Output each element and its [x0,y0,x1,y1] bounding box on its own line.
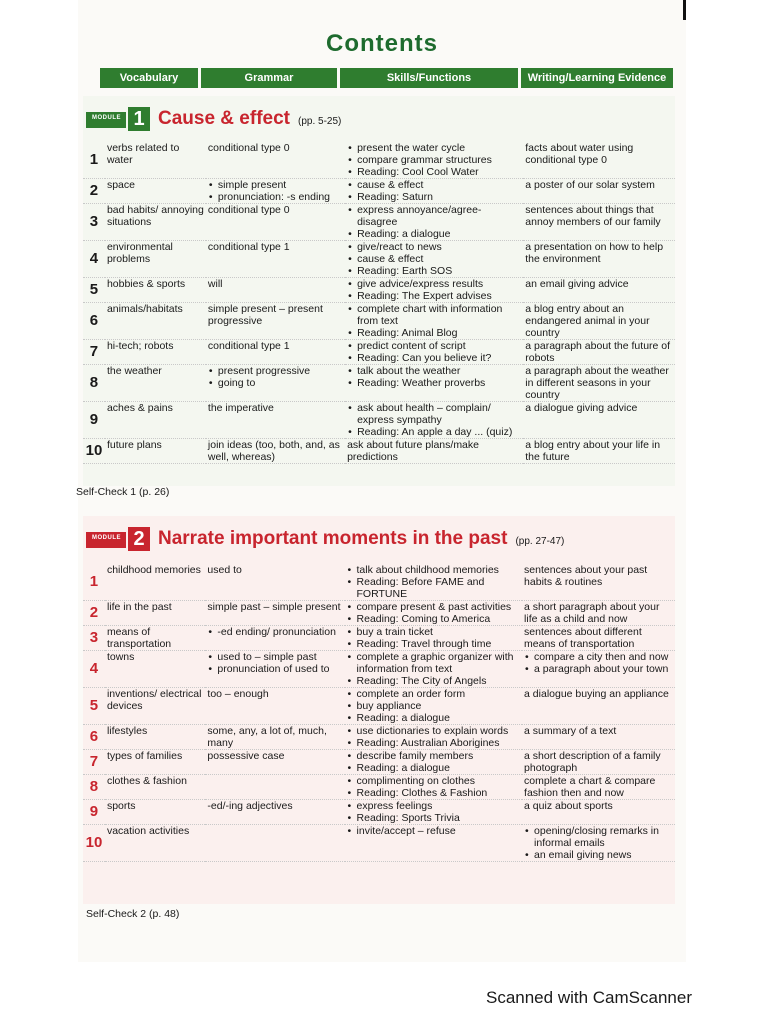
skills-cell [345,775,523,800]
skills-item: • give/react to news [357,241,521,253]
writing-text: a dialogue giving advice [525,402,638,414]
vocabulary-cell: vacation activities [105,825,205,862]
skills-item: • express feelings [357,800,521,812]
grammar-item: • used to – simple past [217,651,342,663]
skills-cell [345,204,523,241]
table-row [83,825,675,862]
grammar-text: simple present – present progressive [207,303,323,327]
skills-item: • cause & effect [357,253,521,265]
grammar-text: conditional type 0 [207,204,290,216]
skills-cell [345,688,523,725]
table-row [83,688,675,725]
writing-text: sentences about different means of transportation [524,626,642,650]
table-row [83,626,675,651]
page-edge-mark [683,0,686,20]
module-2-title: Narrate important moments in the past [158,528,508,549]
grammar-text: simple past – simple present [207,601,341,613]
skills-list [347,303,521,339]
table-row [83,402,675,439]
writing-cell [523,278,675,303]
grammar-cell [206,278,345,303]
skills-list [347,340,521,364]
vocabulary-cell: verbs related to water [105,142,206,179]
skills-item: • buy appliance [357,700,521,712]
table-row [83,142,675,179]
skills-item: • Reading: a dialogue [357,228,521,240]
grammar-cell [206,402,345,439]
skills-cell [345,303,523,340]
vocabulary-cell: hi-tech; robots [105,340,206,365]
writing-cell [523,439,675,464]
writing-text: a blog entry about an endangered animal in your country [525,303,650,339]
skills-item: • complimenting on clothes [357,775,521,787]
column-header-bar [100,68,673,88]
row-number: 7 [83,750,105,775]
writing-text: a presentation on how to help the environment [525,241,664,265]
skills-cell [345,439,523,464]
table-row [83,800,675,825]
grammar-cell [205,775,344,800]
module-1-section [83,96,675,486]
skills-item: • Reading: Weather proverbs [357,377,521,389]
grammar-item: • -ed ending/ pronunciation [217,626,342,638]
skills-item: • ask about health – complain/ express sympathy [357,402,521,426]
skills-item: • Reading: a dialogue [357,762,521,774]
writing-text: a paragraph about the future of robots [525,340,671,364]
writing-item: • a paragraph about your town [534,663,673,675]
vocabulary-cell: sports [105,800,205,825]
writing-cell [522,564,675,601]
skills-item: • Reading: Travel through time [357,638,521,650]
grammar-text: conditional type 0 [207,142,290,154]
writing-cell [522,800,675,825]
skills-item: • cause & effect [357,179,521,191]
skills-item: • talk about childhood memories [357,564,521,576]
scanner-watermark: Scanned with CamScanner [485,988,692,1007]
row-number: 4 [83,651,105,688]
row-number: 2 [83,179,105,204]
writing-cell [523,204,675,241]
table-row [83,439,675,464]
writing-text: a dialogue buying an appliance [524,688,669,700]
writing-text: complete a chart & compare fashion then and now [524,775,656,799]
self-check-2: Self-Check 2 (p. 48) [86,908,180,920]
skills-cell [345,725,523,750]
skills-cell [345,241,523,278]
skills-item: • describe family members [357,750,521,762]
table-row [83,651,675,688]
skills-item: • compare present & past activities [357,601,521,613]
grammar-item: • going to [218,377,343,389]
vocabulary-cell: childhood memories [105,564,205,601]
skills-text: ask about future plans/make predictions [347,439,479,463]
writing-cell [523,365,675,402]
col-header-writing: Writing/Learning Evidence [521,68,673,88]
grammar-cell [206,142,345,179]
writing-text: a short description of a family photograph [524,750,661,774]
row-number: 8 [83,365,105,402]
skills-item: • Reading: Before FAME and FORTUNE [357,576,521,600]
skills-item: • complete an order form [357,688,521,700]
skills-cell [345,601,523,626]
writing-cell [523,179,675,204]
skills-item: • Reading: Clothes & Fashion [357,787,521,799]
writing-cell [522,651,675,688]
skills-list [347,204,521,240]
grammar-cell [206,340,345,365]
skills-cell [345,402,523,439]
skills-list [347,800,521,824]
writing-cell [523,402,675,439]
skills-cell [345,626,523,651]
vocabulary-cell: lifestyles [105,725,205,750]
module-2-section [83,516,675,904]
table-row [83,179,675,204]
vocabulary-cell: animals/habitats [105,303,206,340]
skills-list [347,725,521,749]
grammar-cell [205,626,344,651]
writing-text: sentences about things that annoy members of our family [525,204,661,228]
skills-cell [345,564,523,601]
table-row [83,303,675,340]
skills-item: • talk about the weather [357,365,521,377]
writing-cell [522,601,675,626]
grammar-cell [206,303,345,340]
skills-list [347,365,521,389]
grammar-cell [206,179,345,204]
vocabulary-cell: inventions/ electrical devices [105,688,205,725]
row-number: 6 [83,725,105,750]
module-2-pages: (pp. 27-47) [515,535,565,547]
writing-cell [522,688,675,725]
row-number: 9 [83,402,105,439]
skills-list [347,564,521,600]
vocabulary-cell: clothes & fashion [105,775,205,800]
skills-cell [345,142,523,179]
skills-list [347,626,521,650]
row-number: 10 [83,825,105,862]
vocabulary-cell: types of families [105,750,205,775]
module-2-header [83,524,564,554]
vocabulary-cell: future plans [105,439,206,464]
skills-item: • express annoyance/agree-disagree [357,204,521,228]
skills-cell [345,750,523,775]
skills-cell [345,825,523,862]
skills-item: • Reading: Coming to America [357,613,521,625]
writing-item: • opening/closing remarks in informal emails [534,825,673,849]
skills-item: • Reading: Australian Aborigines [357,737,521,749]
skills-cell [345,800,523,825]
skills-item: • present the water cycle [357,142,521,154]
module-2-badge: MODULE 2 [86,526,152,552]
grammar-cell [205,601,344,626]
writing-text: a poster of our solar system [525,179,655,191]
skills-cell [345,365,523,402]
module-1-title: Cause & effect [158,108,290,129]
grammar-text: some, any, a lot of, much, many [207,725,327,749]
table-row [83,601,675,626]
row-number: 8 [83,775,105,800]
grammar-text: the imperative [207,402,274,414]
skills-item: • Reading: The City of Angels [357,675,521,687]
skills-item: • use dictionaries to explain words [357,725,521,737]
writing-cell [522,750,675,775]
module-1-header [83,104,341,134]
grammar-item: • simple present [218,179,343,191]
writing-text: facts about water using conditional type 0 [525,142,634,166]
grammar-cell [205,725,344,750]
vocabulary-cell: aches & pains [105,402,206,439]
col-header-skills: Skills/Functions [340,68,518,88]
row-number: 7 [83,340,105,365]
skills-list [347,825,521,837]
skills-list [347,278,521,302]
grammar-cell [206,439,345,464]
row-number: 2 [83,601,105,626]
skills-list [347,142,521,178]
writing-cell [523,303,675,340]
table-row [83,564,675,601]
row-number: 1 [83,564,105,601]
grammar-item: • pronunciation of used to [217,663,342,675]
grammar-list [207,651,342,675]
skills-item: • Reading: Saturn [357,191,521,203]
skills-list [347,402,521,438]
grammar-item: • present progressive [218,365,343,377]
module-1-table [83,142,675,464]
vocabulary-cell: bad habits/ annoying situations [105,204,206,241]
writing-cell [523,142,675,179]
vocabulary-cell: the weather [105,365,206,402]
self-check-1: Self-Check 1 (p. 26) [76,486,170,498]
skills-list [347,775,521,799]
skills-item: • Reading: Cool Cool Water [357,166,521,178]
skills-cell [345,278,523,303]
grammar-text: -ed/-ing adjectives [207,800,293,812]
grammar-cell [206,241,345,278]
writing-item: • an email giving news [534,849,673,861]
vocabulary-cell: towns [105,651,205,688]
skills-list [347,688,521,724]
writing-cell [522,825,675,862]
writing-cell [522,725,675,750]
skills-item: • compare grammar structures [357,154,521,166]
writing-cell [523,340,675,365]
writing-text: a quiz about sports [524,800,613,812]
grammar-text: conditional type 1 [207,340,290,352]
grammar-cell [205,564,344,601]
writing-text: an email giving advice [525,278,629,290]
writing-cell [523,241,675,278]
vocabulary-cell: hobbies & sports [105,278,206,303]
grammar-cell [205,825,344,862]
skills-item: • Reading: Sports Trivia [357,812,521,824]
skills-item: • Reading: Earth SOS [357,265,521,277]
skills-item: • buy a train ticket [357,626,521,638]
grammar-text: possessive case [207,750,285,762]
table-row [83,775,675,800]
grammar-text: will [207,278,223,290]
grammar-cell [205,800,344,825]
table-row [83,365,675,402]
grammar-item: • pronunciation: -s ending [218,191,343,203]
writing-cell [522,775,675,800]
skills-list [347,601,521,625]
grammar-cell [205,651,344,688]
skills-item: • invite/accept – refuse [357,825,521,837]
row-number: 3 [83,626,105,651]
grammar-text: join ideas (too, both, and, as well, whereas) [207,439,340,463]
table-row [83,725,675,750]
col-header-vocabulary: Vocabulary [100,68,198,88]
row-number: 10 [83,439,105,464]
row-number: 9 [83,800,105,825]
writing-list [524,651,673,675]
row-number: 1 [83,142,105,179]
writing-cell [522,626,675,651]
skills-list [347,241,521,277]
skills-cell [345,651,523,688]
table-row [83,750,675,775]
row-number: 6 [83,303,105,340]
page-title: Contents [326,30,438,57]
writing-list [524,825,673,861]
skills-item: • predict content of script [357,340,521,352]
grammar-text: conditional type 1 [207,241,290,253]
skills-item: • Reading: Animal Blog [357,327,521,339]
col-header-grammar: Grammar [201,68,337,88]
table-row [83,340,675,365]
row-number: 4 [83,241,105,278]
grammar-text: too – enough [207,688,269,700]
grammar-cell [206,365,345,402]
writing-text: a short paragraph about your life as a child and now [524,601,660,625]
skills-list [347,179,521,203]
grammar-cell [206,204,345,241]
skills-item: • complete chart with information from text [357,303,521,327]
skills-list [347,750,521,774]
vocabulary-cell: means of transportation [105,626,205,651]
skills-item: • give advice/express results [357,278,521,290]
row-number: 3 [83,204,105,241]
grammar-text: used to [207,564,242,576]
table-row [83,241,675,278]
module-1-badge: MODULE 1 [86,106,152,132]
grammar-list [208,365,343,389]
skills-list [347,651,521,687]
grammar-list [207,626,342,638]
table-row [83,204,675,241]
vocabulary-cell: environmental problems [105,241,206,278]
grammar-cell [205,688,344,725]
writing-text: a paragraph about the weather in different seasons in your country [525,365,669,401]
row-number: 5 [83,688,105,725]
skills-item: • complete a graphic organizer with information from text [357,651,521,675]
writing-text: sentences about your past habits & routines [524,564,648,588]
skills-item: • Reading: a dialogue [357,712,521,724]
table-row [83,278,675,303]
vocabulary-cell: life in the past [105,601,205,626]
writing-text: a summary of a text [524,725,617,737]
skills-item: • Reading: The Expert advises [357,290,521,302]
vocabulary-cell: space [105,179,206,204]
row-number: 5 [83,278,105,303]
module-2-table [83,564,675,862]
skills-cell [345,340,523,365]
grammar-cell [205,750,344,775]
writing-text: a blog entry about your life in the future [525,439,661,463]
skills-item: • Reading: Can you believe it? [357,352,521,364]
module-1-pages: (pp. 5-25) [298,115,342,127]
writing-item: • compare a city then and now [534,651,673,663]
skills-item: • Reading: An apple a day ... (quiz) [357,426,521,438]
skills-cell [345,179,523,204]
grammar-list [208,179,343,203]
